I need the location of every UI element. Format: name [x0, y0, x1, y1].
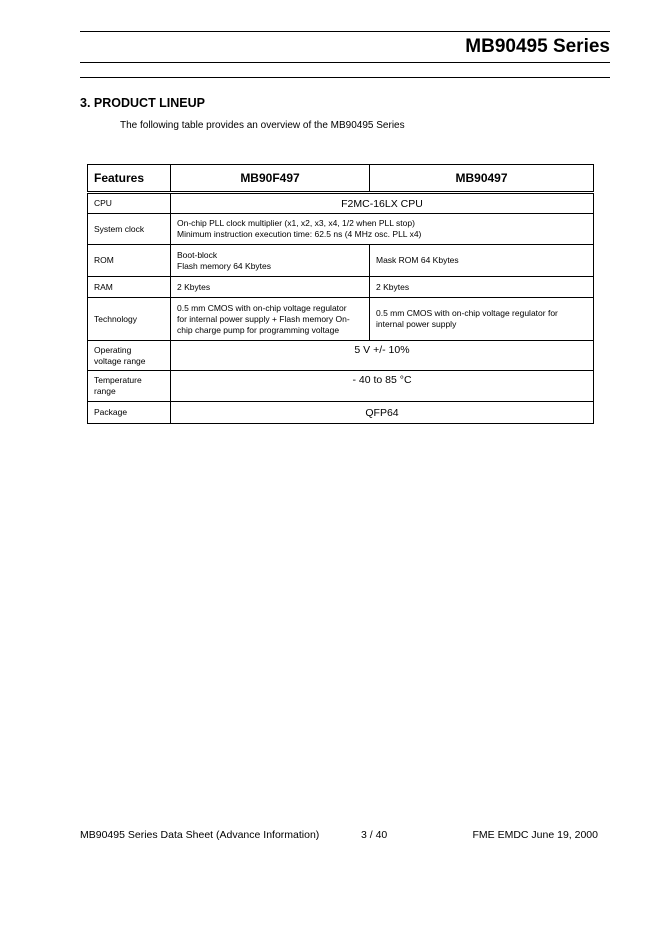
table-row-operating-voltage	[88, 341, 594, 371]
ram-value-b: 2 Kbytes	[370, 277, 594, 298]
product-lineup-table	[87, 164, 594, 424]
features-header: Features	[88, 165, 171, 193]
table-row-system-clock	[88, 214, 594, 245]
footer-page-number: 3 / 40	[361, 829, 388, 841]
model-b-header: MB90497	[370, 165, 594, 193]
feature-label-technology: Technology	[88, 298, 171, 341]
system-clock-value	[171, 214, 594, 245]
technology-b-line-1: 0.5 mm CMOS with on-chip voltage regulator for	[376, 308, 558, 318]
rom-a-line-1: Boot-block	[177, 249, 218, 260]
feature-label-rom: ROM	[88, 245, 171, 277]
header-rule-middle	[80, 62, 610, 63]
footer-date: FME EMDC June 19, 2000	[472, 829, 598, 841]
feature-label-temperature	[88, 371, 171, 402]
rom-a-line-2: Flash memory 64 Kbytes	[177, 260, 272, 271]
rom-value-a	[171, 245, 370, 277]
header-rule-top	[80, 31, 610, 32]
technology-value-a	[171, 298, 370, 341]
table-header-row	[88, 165, 594, 193]
temperature-label-line-2: range	[94, 386, 116, 396]
table-row-cpu	[88, 193, 594, 214]
feature-label-system-clock: System clock	[88, 214, 171, 245]
feature-label-package: Package	[88, 402, 171, 424]
rom-value-b: Mask ROM 64 Kbytes	[370, 245, 594, 277]
technology-a-line-2: for internal power supply + Flash memory On-	[177, 313, 350, 324]
series-title: MB90495 Series	[465, 36, 610, 57]
model-a-header: MB90F497	[171, 165, 370, 193]
operating-voltage-value: 5 V +/- 10%	[171, 341, 594, 371]
ram-value-a: 2 Kbytes	[171, 277, 370, 298]
cpu-value: F2MC-16LX CPU	[171, 193, 594, 214]
footer-document-title: MB90495 Series Data Sheet (Advance Information)	[80, 829, 320, 841]
technology-value-b	[370, 298, 594, 341]
operating-voltage-label-line-2: voltage range	[94, 355, 146, 366]
operating-voltage-label-line-1: Operating	[94, 344, 132, 355]
package-value: QFP64	[171, 402, 594, 424]
header-rule-bottom	[80, 77, 610, 78]
feature-label-operating-voltage	[88, 341, 171, 371]
technology-a-line-1: 0.5 mm CMOS with on-chip voltage regulator	[177, 302, 347, 313]
table-row-technology	[88, 298, 594, 341]
feature-label-cpu: CPU	[88, 193, 171, 214]
section-heading: 3. PRODUCT LINEUP	[80, 96, 206, 110]
system-clock-line-1: On-chip PLL clock multiplier (x1, x2, x3, x4, 1/2 when PLL stop)	[177, 218, 415, 228]
table-row-rom	[88, 245, 594, 277]
technology-a-line-3: chip charge pump for programming voltage	[177, 324, 340, 335]
table-row-temperature	[88, 371, 594, 402]
table-row-package	[88, 402, 594, 424]
temperature-label-line-1: Temperature	[94, 375, 142, 385]
table-row-ram	[88, 277, 594, 298]
system-clock-line-2: Minimum instruction execution time: 62.5 ns (4 MHz osc. PLL x4)	[177, 229, 422, 239]
temperature-value: - 40 to 85 °C	[171, 371, 594, 402]
feature-label-ram: RAM	[88, 277, 171, 298]
technology-b-line-2: internal power supply	[376, 319, 457, 329]
section-intro: The following table provides an overview of the MB90495 Series	[120, 120, 405, 131]
